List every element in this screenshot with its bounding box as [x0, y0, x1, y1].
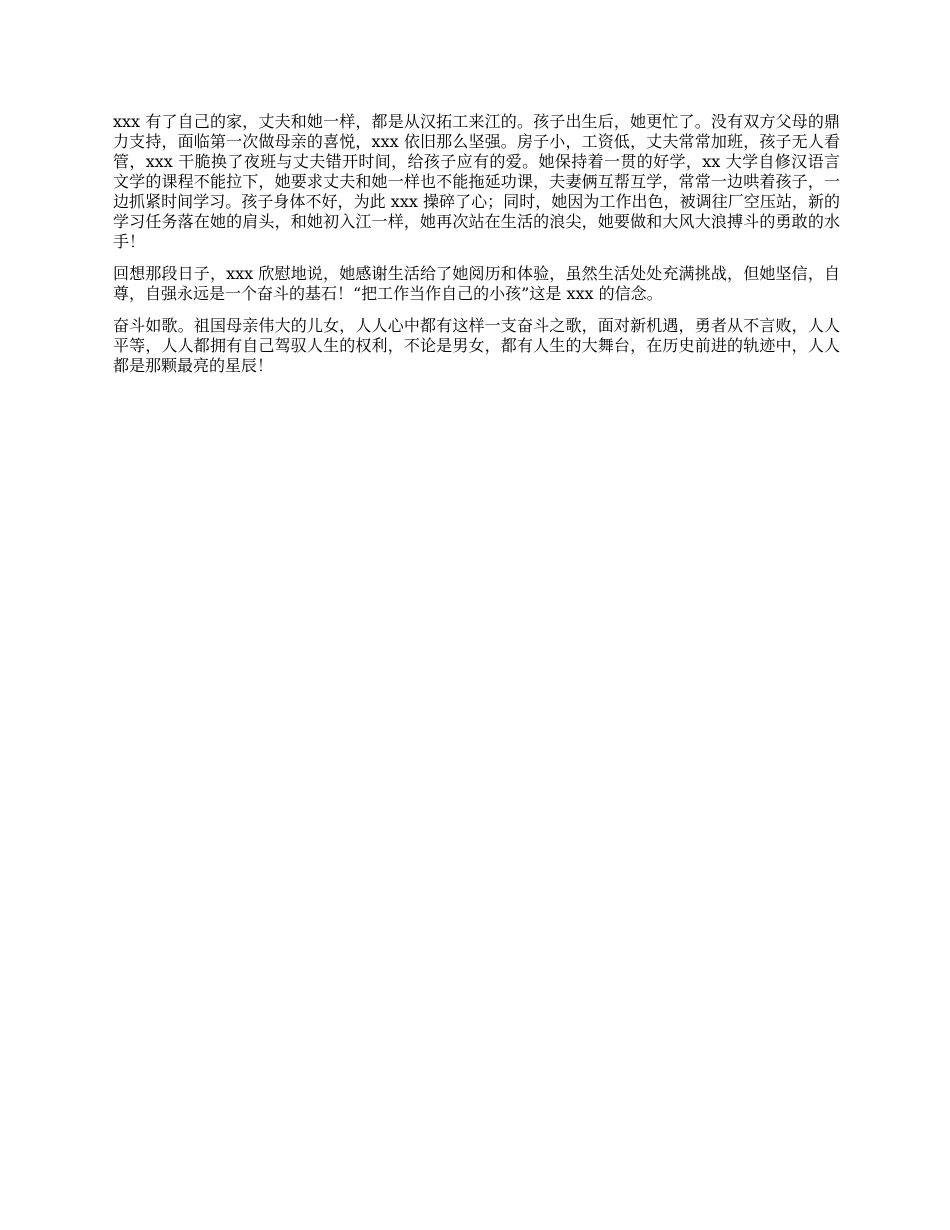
paragraph-2: 回想那段日子，xxx 欣慰地说，她感谢生活给了她阅历和体验，虽然生活处处充满挑战，但她坚信，自尊，自强永远是一个奋斗的基石！“把工作当作自己的小孩”这是 xxx 的信念。 — [113, 264, 840, 303]
document-body — [113, 112, 840, 388]
paragraph-1: xxx 有了自己的家，丈夫和她一样，都是从汉拓工来江的。孩子出生后，她更忙了。没有双方父母的鼎力支持，面临第一次做母亲的喜悦，xxx 依旧那么坚强。房子小，工资低，丈夫常常加班，孩子无人看管，xxx 干脆换了夜班与丈夫错开时间，给孩子应有的爱。她保持着一贯的好学，xx 大学自修汉语言文学的课程不能拉下，她要求丈夫和她一样也不能拖延功课，夫妻俩互帮互学，常常一边哄着孩子，一边抓紧时间学习。孩子身体不好，为此 xxx 操碎了心；同时，她因为工作出色，被调往厂空压站，新的学习任务落在她的肩头，和她初入江一样，她再次站在生活的浪尖，她要做和大风大浪搏斗的勇敢的水手！ — [113, 112, 840, 251]
paragraph-3: 奋斗如歌。祖国母亲伟大的儿女，人人心中都有这样一支奋斗之歌，面对新机遇，勇者从不言败，人人平等，人人都拥有自己驾驭人生的权利，不论是男女，都有人生的大舞台，在历史前进的轨迹中，人人都是那颗最亮的星辰！ — [113, 316, 840, 375]
